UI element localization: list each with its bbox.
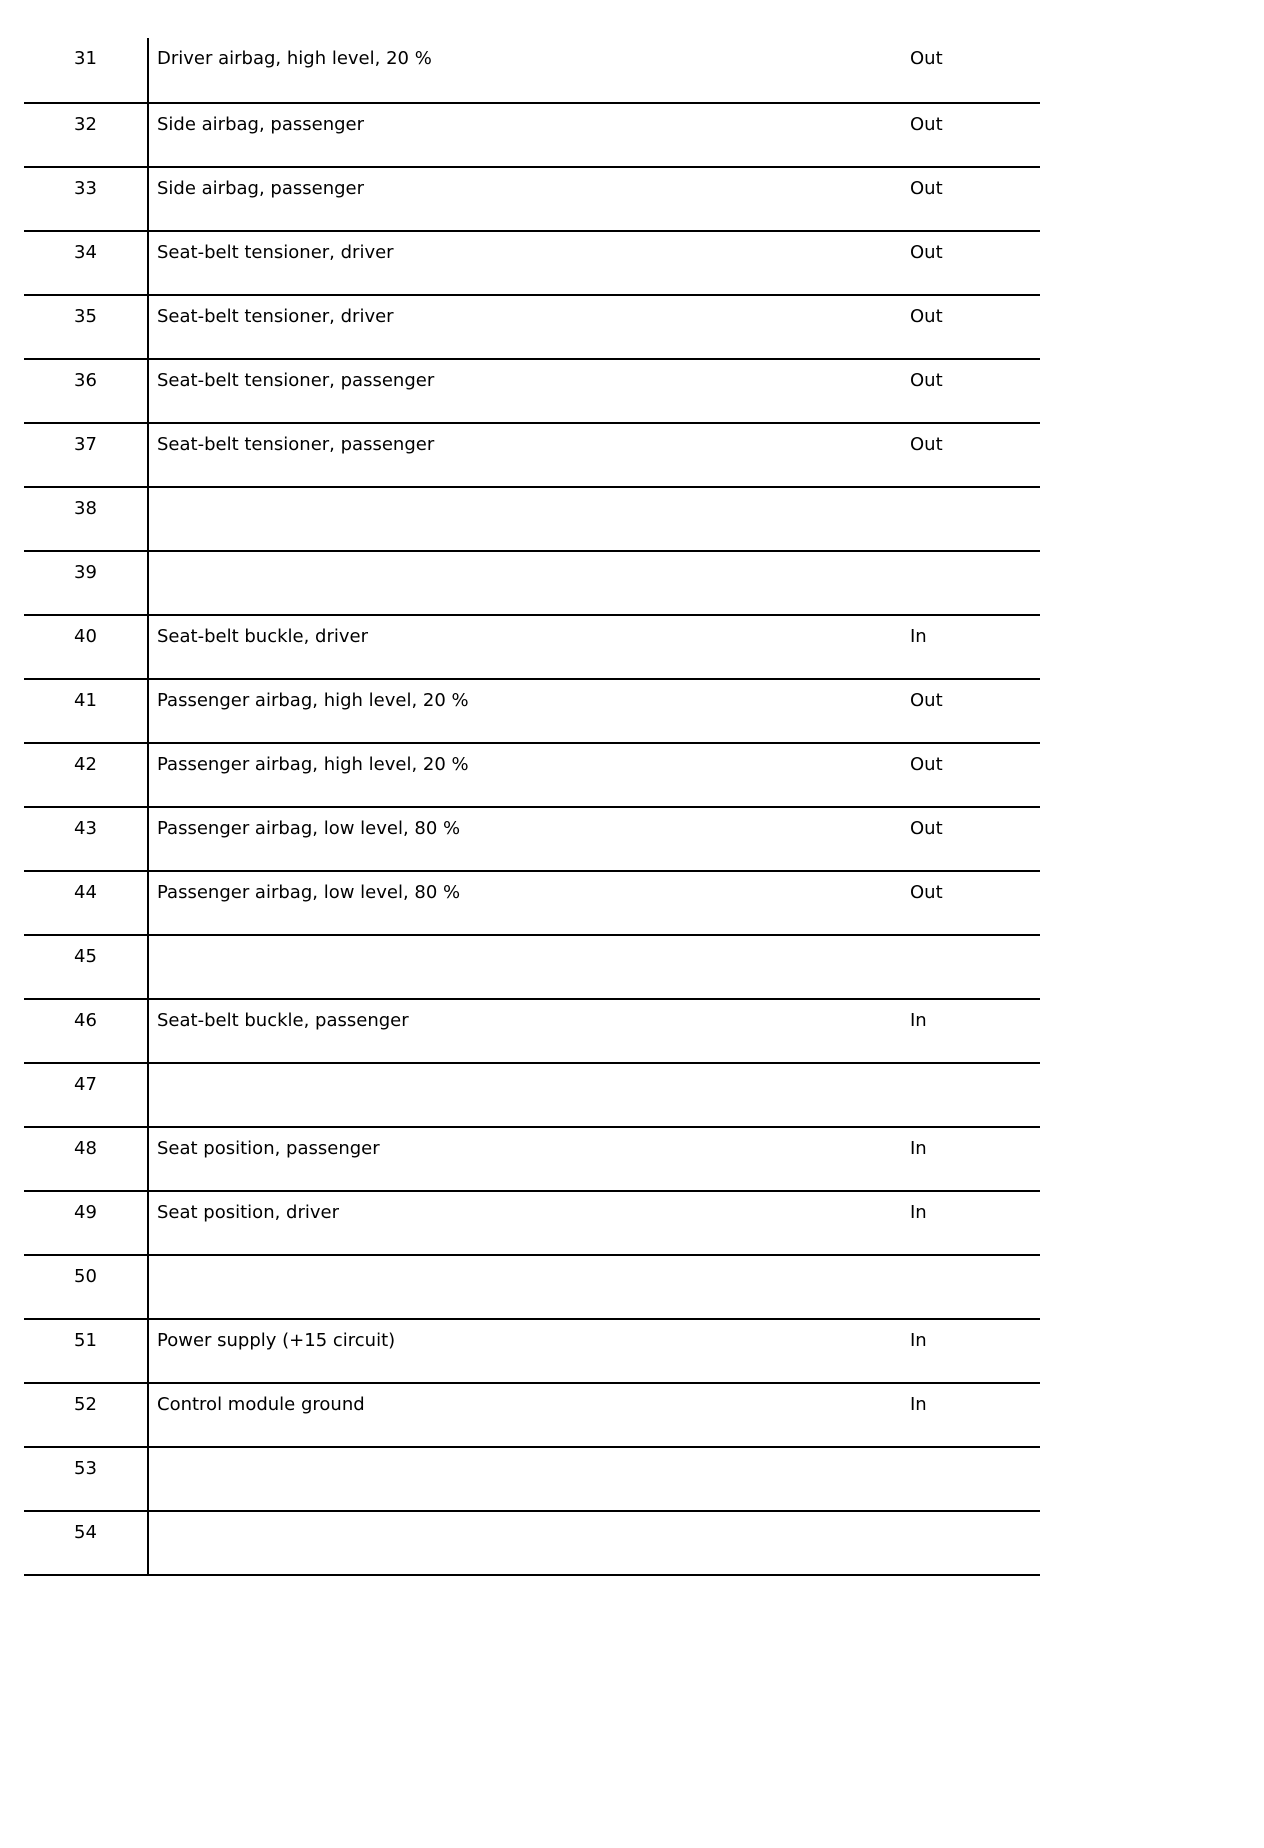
table-row [24,102,1040,166]
pin-number-cell: 49 [74,1202,97,1223]
pin-number-cell: 35 [74,306,97,327]
direction-cell: In [910,1394,927,1415]
direction-cell: In [910,626,927,647]
pin-number-cell: 32 [74,114,97,135]
pin-number-cell: 41 [74,690,97,711]
description-cell: Power supply (+15 circuit) [147,1320,910,1382]
table-row [24,1510,1040,1574]
pin-number-cell: 47 [74,1074,97,1095]
pin-number-cell: 37 [74,434,97,455]
direction-cell: Out [910,370,943,391]
pin-number-cell: 52 [74,1394,97,1415]
pin-number-cell: 48 [74,1138,97,1159]
direction-cell [910,552,1040,614]
description-cell: Control module ground [147,1384,910,1446]
pin-assignment-table [24,38,1040,1576]
table-row [24,1446,1040,1510]
pin-number-cell: 39 [74,562,97,583]
table-row [24,870,1040,934]
description-cell: Passenger airbag, high level, 20 % [147,680,910,742]
description-cell [147,1448,910,1510]
description-cell: Side airbag, passenger [147,168,910,230]
table-row [24,358,1040,422]
pin-number-cell: 38 [74,498,97,519]
pin-number-cell: 31 [74,48,97,69]
table-row [24,230,1040,294]
direction-cell [910,936,1040,998]
table-row [24,614,1040,678]
table-row [24,166,1040,230]
pin-number-cell: 43 [74,818,97,839]
description-cell: Passenger airbag, low level, 80 % [147,872,910,934]
table-row [24,1126,1040,1190]
table-row [24,422,1040,486]
direction-cell: Out [910,178,943,199]
pin-number-cell: 40 [74,626,97,647]
pin-number-cell: 51 [74,1330,97,1351]
table-row [24,998,1040,1062]
description-cell [147,1256,910,1318]
description-cell: Seat-belt tensioner, passenger [147,360,910,422]
direction-cell: Out [910,690,943,711]
description-cell [147,936,910,998]
table-row [24,294,1040,358]
table-row [24,934,1040,998]
description-cell [147,552,910,614]
direction-cell: Out [910,114,943,135]
pin-number-cell: 50 [74,1266,97,1287]
description-cell: Seat-belt tensioner, driver [147,296,910,358]
direction-cell: Out [910,818,943,839]
table-row [24,1062,1040,1126]
description-cell [147,1512,910,1574]
description-cell: Driver airbag, high level, 20 % [147,38,910,102]
direction-cell: In [910,1330,927,1351]
pin-number-cell: 45 [74,946,97,967]
description-cell: Seat position, passenger [147,1128,910,1190]
pin-number-cell: 33 [74,178,97,199]
table-row [24,742,1040,806]
direction-cell: In [910,1138,927,1159]
pin-number-cell: 54 [74,1522,97,1543]
table-row [24,678,1040,742]
pin-number-cell: 46 [74,1010,97,1031]
table-row [24,486,1040,550]
description-cell [147,1064,910,1126]
direction-cell: Out [910,434,943,455]
table-row [24,1382,1040,1446]
pin-number-cell: 34 [74,242,97,263]
description-cell: Seat-belt buckle, passenger [147,1000,910,1062]
direction-cell: Out [910,306,943,327]
direction-cell [910,488,1040,550]
direction-cell: Out [910,242,943,263]
direction-cell: Out [910,882,943,903]
table-row [24,1254,1040,1318]
direction-cell: In [910,1202,927,1223]
pin-number-cell: 44 [74,882,97,903]
pin-number-cell: 36 [74,370,97,391]
direction-cell [910,1512,1040,1574]
table-row [24,550,1040,614]
direction-cell: Out [910,48,943,69]
direction-cell [910,1064,1040,1126]
description-cell: Seat-belt tensioner, driver [147,232,910,294]
description-cell: Seat-belt buckle, driver [147,616,910,678]
direction-cell: In [910,1010,927,1031]
table-row [24,38,1040,102]
direction-cell [910,1256,1040,1318]
description-cell: Passenger airbag, low level, 80 % [147,808,910,870]
table-row [24,1318,1040,1382]
direction-cell [910,1448,1040,1510]
pin-number-cell: 53 [74,1458,97,1479]
table-row [24,806,1040,870]
description-cell: Side airbag, passenger [147,104,910,166]
description-cell: Passenger airbag, high level, 20 % [147,744,910,806]
pin-number-cell: 42 [74,754,97,775]
description-cell: Seat position, driver [147,1192,910,1254]
direction-cell: Out [910,754,943,775]
description-cell: Seat-belt tensioner, passenger [147,424,910,486]
description-cell [147,488,910,550]
table-row [24,1190,1040,1254]
